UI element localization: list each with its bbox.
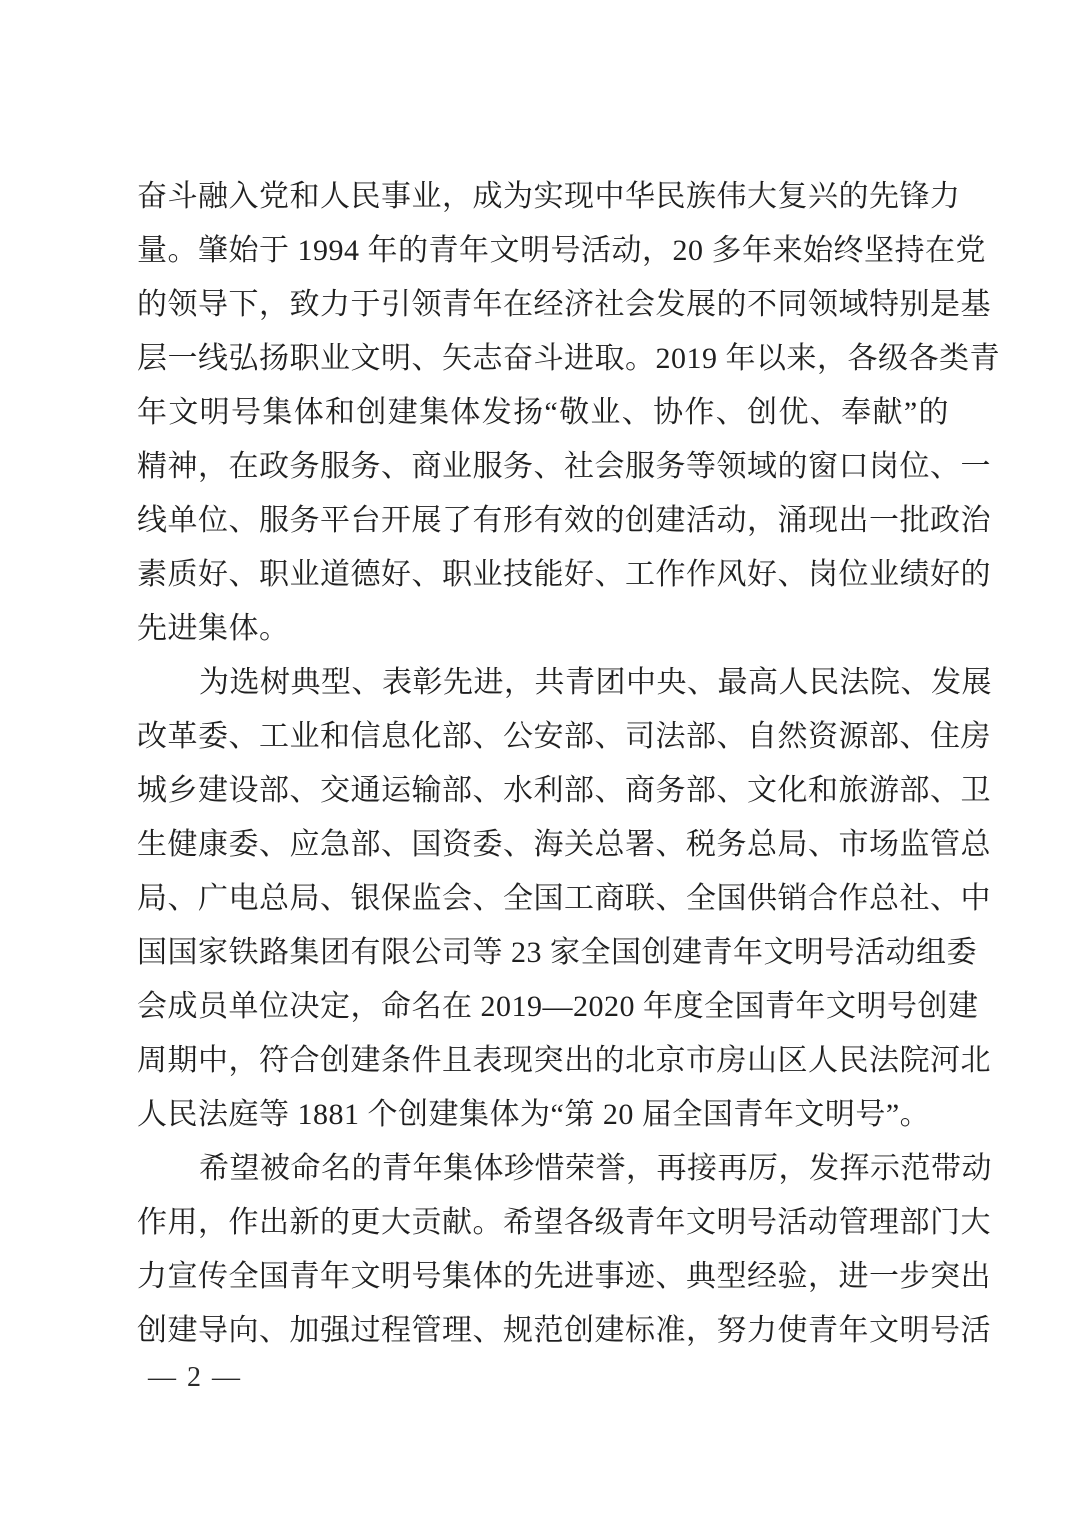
text-line: 城乡建设部、交通运输部、水利部、商务部、文化和旅游部、卫 [137, 774, 991, 807]
text-line: 改革委、工业和信息化部、公安部、司法部、自然资源部、住房 [137, 720, 991, 753]
text-line: 会成员单位决定，命名在 2019—2020 年度全国青年文明号创建 [137, 990, 979, 1023]
text-line: 层一线弘扬职业文明、矢志奋斗进取。2019 年以来，各级各类青 [137, 342, 1000, 375]
text-line: 创建导向、加强过程管理、规范创建标准，努力使青年文明号活 [137, 1314, 991, 1347]
text-line: 先进集体。 [137, 612, 290, 645]
text-line: 生健康委、应急部、国资委、海关总署、税务总局、市场监管总 [137, 828, 991, 861]
text-line: 精神，在政务服务、商业服务、社会服务等领域的窗口岗位、一 [137, 450, 991, 483]
text-line: 作用，作出新的更大贡献。希望各级青年文明号活动管理部门大 [137, 1206, 991, 1239]
text-line: 人民法庭等 1881 个创建集体为“第 20 届全国青年文明号”。 [137, 1098, 931, 1131]
text-line: 希望被命名的青年集体珍惜荣誉，再接再厉，发挥示范带动 [199, 1152, 992, 1185]
text-line: 年文明号集体和创建集体发扬“敬业、协作、创优、奉献”的 [137, 396, 949, 429]
text-line: 量。肇始于 1994 年的青年文明号活动，20 多年来始终坚持在党 [137, 234, 986, 267]
text-line: 为选树典型、表彰先进，共青团中央、最高人民法院、发展 [199, 666, 992, 699]
text-line: 局、广电总局、银保监会、全国工商联、全国供销合作总社、中 [137, 882, 991, 915]
text-line: 国国家铁路集团有限公司等 23 家全国创建青年文明号活动组委 [137, 936, 977, 969]
text-line: 奋斗融入党和人民事业，成为实现中华民族伟大复兴的先锋力 [137, 180, 961, 213]
text-line: 的领导下，致力于引领青年在经济社会发展的不同领域特别是基 [137, 288, 991, 321]
document-body [137, 170, 1000, 1358]
text-line: 素质好、职业道德好、职业技能好、工作作风好、岗位业绩好的 [137, 558, 991, 591]
text-line: 线单位、服务平台开展了有形有效的创建活动，涌现出一批政治 [137, 504, 991, 537]
page-number: — 2 — [148, 1362, 242, 1393]
text-line: 周期中，符合创建条件且表现突出的北京市房山区人民法院河北 [137, 1044, 991, 1077]
text-line: 力宣传全国青年文明号集体的先进事迹、典型经验，进一步突出 [137, 1260, 991, 1293]
